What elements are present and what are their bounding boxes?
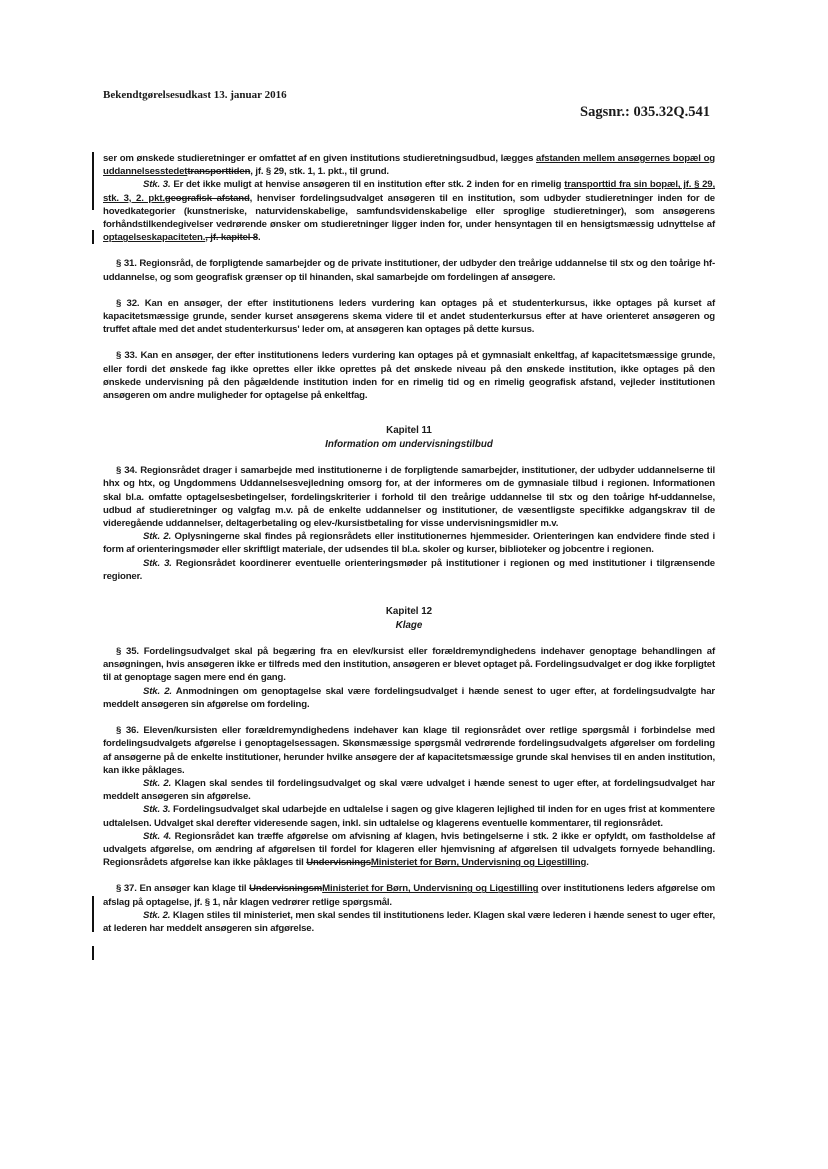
section-35-stk2: Stk. 2. Anmodningen om genoptagelse skal være fordelingsudvalget i hænde senest to uger efter, at fordelingsudvalgte har meddelt ansøgeren sin afgørelse om fordeling. (103, 685, 715, 710)
section-32: § 32. Kan en ansøger, der efter institutionens leders vurdering kan optages på et studenterkursus, ikke optages på kurset af kapacitetsmæssige grunde, sender kurset ansøgerens skema videre til et andet studenterkursus efter at have orienteret ansøgeren og truffet aftale med det andet studenterkursus' leder om, at ansøgeren kan optages på dette kursus. (103, 297, 715, 336)
section-33: § 33. Kan en ansøger, der efter institutionens leders vurdering kan optages på et gymnasialt enkeltfag, af kapacitetsmæssige grunde, eller fordi det ønskede fag ikke oprettes eller ikke oprettes på det ønskede niveau på den ønskede institution, ikke optages på den ønskede undervisning på den pågældende institution inden for en rimelig tid og en rimelig geografisk afstand, vejleder institutionen ansøgeren om andre muligheder for optagelse på enkeltfag. (103, 350, 715, 402)
change-bar (92, 896, 94, 932)
paragraph-stk3: Stk. 3. Er det ikke muligt at henvise ansøgeren til en institution efter stk. 2 inden for en rimelig transporttid fra sin bopæl, jf. § 29, stk. 3, 2. pkt.geografisk afstand, henviser fordelingsudvalget ansøgeren til en institution, som udbyder studieretninger inden for de hovedkategorier (kunstneriske, naturvidenskabelige, samfundsvidenskabelige eller sproglige studieretninger), som ansøgerens forhåndstilkendegivelser vedrørende ønsker om studieretninger ligger inden for, under hensyntagen til en hensigtsmæssig udnyttelse af optagelseskapaciteten., jf. kapitel 8. (103, 179, 716, 244)
document-body (103, 152, 715, 935)
chapter-11-title: Kapitel 11 (386, 425, 432, 437)
section-36: § 36. Eleven/kursisten eller forældremyndighedens indehaver kan klage til regionsrådet over retlige spørgsmål i forbindelse med fordelingsudvalgets afgørelse i genoptagelsessagen. Skønsmæssige spørgsmål vedrørende fordelingsudvalgets afgørelser om fordeling af ansøgerne på de enkelte institutioner, herunder hvilke ansøgere der af kapacitetsmæssige grunde skal henvises til en anden institution, kan ikke påklages. (103, 725, 715, 776)
section-35: § 35. Fordelingsudvalget skal på begæring fra en elev/kursist eller forældremyndighedens indehaver genoptage behandlingen af ansøgningen, hvis ansøgeren ikke er tilfreds med den institution, ansøgeren er blevet optaget på. Fordelingsudvalget er dog ikke forpligtet til at genoptage sagen mere end én gang. (103, 646, 715, 684)
section-36-stk4: Stk. 4. Regionsrådet kan træffe afgørelse om afvisning af klagen, hvis betingelserne i stk. 2 ikke er opfyldt, om fastholdelse af udvalgets afgørelse, om ændring af afgørelsen til fordel for klageren eller hjemvisning af afgørelsen til udvalgets fornyede behandling. Regionsrådets afgørelse kan ikke påklages til UndervisningsMinisteriet for Børn, Undervisning og Ligestilling. (103, 830, 716, 869)
section-37-stk2: Stk. 2. Klagen stiles til ministeriet, men skal sendes til institutionens leder. Klagen skal være lederen i hænde senest to uger efter, at lederen har meddelt ansøgeren sin afgørelse. (103, 909, 716, 934)
section-36-stk3: Stk. 3. Fordelingsudvalget skal udarbejde en udtalelse i sagen og give klageren lejlighed til inden for en uges frist at kommentere udtalelsen. Udvalget skal derefter videresende sagen, inkl. sin udtalelse og klagerens eventuelle kommentarer, til regionsrådet. (103, 804, 715, 829)
section-34-stk3: Stk. 3. Regionsrådet koordinerer eventuelle orienteringsmøder på institutioner i regionen og med institutioner i tilgrænsende regioner. (103, 557, 715, 582)
chapter-11-subtitle: Information om undervisningstilbud (325, 438, 493, 450)
section-31: § 31. Regionsråd, de forpligtende samarbejder og de private institutioner, der udbyder den treårige uddannelse til stx og den toårige hf-uddannelse, og som geografisk grænser op til hinanden, skal samarbejde om fordelingen af ansøgere. (103, 258, 715, 283)
change-bar (92, 946, 94, 960)
paragraph-continuation: ser om ønskede studieretninger er omfattet af en given institutions studieretningsudbud, lægges afstanden mellem ansøgernes bopæl og uddannelsesstedettransporttiden, jf. § 29, stk. 1, 1. pkt., til grund. (103, 153, 715, 178)
chapter-12-title: Kapitel 12 (385, 606, 433, 618)
section-34-stk2: Stk. 2. Oplysningerne skal findes på regionsrådets eller institutionernes hjemmesider. Orienteringen kan endvidere finde sted i form af orienteringsmøder eller skriftligt materiale, der udsendes til bl.a. skoler og kurser, biblioteker og jobcentre i regionen. (103, 531, 715, 556)
chapter-12-subtitle: Klage (395, 619, 423, 631)
change-bar (92, 230, 94, 244)
section-34: § 34. Regionsrådet drager i samarbejde med institutionerne i de forpligtende samarbejder, institutioner, der udbyder uddannelserne til hhx og htx, og Ungdommens Uddannelsesvejledning omsorg for, at der informeres om de gymnasiale tilbud i regionen. Informationen skal bl.a. omfatte optagelsesbetingelser, fordelingskriterier i forhold til den treårige uddannelse til stx og den toårige hf-uddannelse, udbud af studieretninger og valgfag m.v. på de enkelte uddannelser og institutioner, de væsentligste specifikke adgangskrav til de videregående uddannelser, deltagerbetaling og elev-/kursistbetaling for visse undervisningsmidler m.v. (103, 465, 715, 530)
document-header-date: Bekendtgørelsesudkast 13. januar 2016 (103, 89, 287, 101)
change-bar (92, 152, 94, 210)
section-36-stk2: Stk. 2. Klagen skal sendes til fordelingsudvalget og skal være udvalget i hænde senest to uger efter, at fordelingsudvalget har meddelt ansøgeren sin afgørelse. (103, 777, 715, 803)
case-number: Sagsnr.: 035.32Q.541 (580, 104, 710, 120)
section-37: § 37. En ansøger kan klage til UndervisningsmMinisteriet for Børn, Undervisning og Ligestilling over institutionens leders afgørelse om afslag på optagelse, jf. § 1, når klagen vedrører retlige spørgsmål. (103, 883, 715, 908)
